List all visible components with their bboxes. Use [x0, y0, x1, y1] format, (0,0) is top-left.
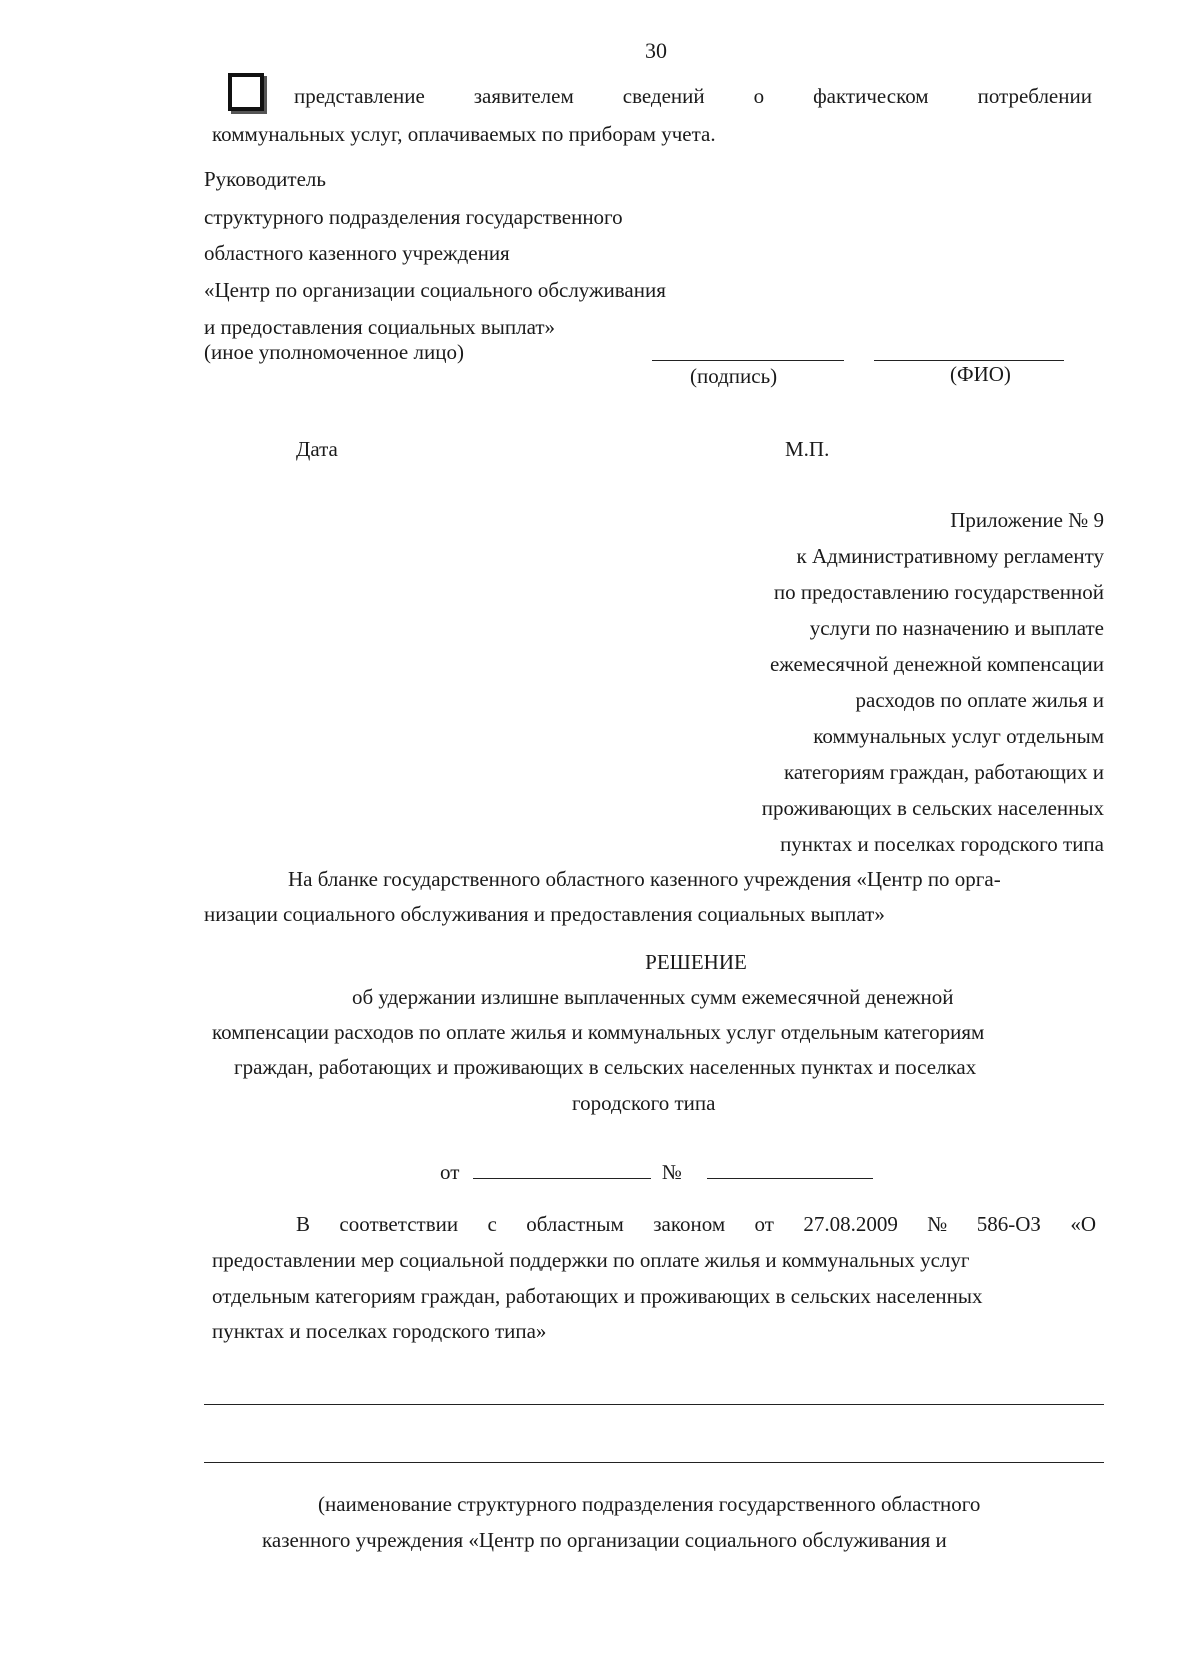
- decision-subtitle-line: граждан, работающих и проживающих в сельских населенных пунктах и поселках: [234, 1055, 977, 1079]
- date-label: Дата: [296, 437, 338, 461]
- body-line: предоставлении мер социальной поддержки по оплате жилья и коммунальных услуг: [212, 1248, 970, 1272]
- checkbox-word: сведений: [622, 84, 705, 108]
- signatory-line: структурного подразделения государственного: [204, 205, 623, 229]
- checkbox-word: заявителем: [473, 84, 574, 108]
- body-word: с: [487, 1212, 497, 1236]
- body-word: 27.08.2009: [803, 1212, 898, 1236]
- signatory-line: областного казенного учреждения: [204, 241, 510, 265]
- body-line: пунктах и поселках городского типа»: [212, 1319, 547, 1343]
- signatory-line: «Центр по организации социального обслуживания: [204, 278, 666, 302]
- decision-number-field[interactable]: [707, 1158, 873, 1179]
- footer-caption-line: казенного учреждения «Центр по организации социального обслуживания и: [262, 1528, 947, 1552]
- checkbox-item-continuation: коммунальных услуг, оплачиваемых по приборам учета.: [212, 122, 716, 146]
- name-caption: (ФИО): [950, 362, 1011, 386]
- body-word: законом: [653, 1212, 726, 1236]
- appendix-line: к Административному регламенту: [796, 544, 1104, 568]
- signature-caption: (подпись): [690, 364, 778, 388]
- body-word: «О: [1070, 1212, 1096, 1236]
- body-word: от: [754, 1212, 774, 1236]
- from-label: от: [440, 1160, 460, 1184]
- body-word: В: [296, 1212, 311, 1236]
- footer-caption-line: (наименование структурного подразделения государственного областного: [318, 1492, 981, 1516]
- fill-in-line[interactable]: [204, 1462, 1104, 1463]
- body-first-line: [296, 1212, 1096, 1237]
- decision-date-number-row: [440, 1158, 873, 1185]
- body-word: 586-ОЗ: [976, 1212, 1041, 1236]
- appendix-line: ежемесячной денежной компенсации: [769, 652, 1104, 676]
- number-label: №: [661, 1160, 682, 1184]
- body-word: областным: [526, 1212, 624, 1236]
- appendix-line: пунктах и поселках городского типа: [780, 832, 1104, 856]
- signatory-line: Руководитель: [204, 167, 326, 191]
- letterhead-note-line: На бланке государственного областного казенного учреждения «Центр по орга-: [288, 867, 1001, 891]
- decision-title: РЕШЕНИЕ: [645, 950, 747, 974]
- fill-in-line[interactable]: [204, 1404, 1104, 1405]
- checkbox-word: представление: [294, 84, 425, 108]
- checkbox-word: потреблении: [977, 84, 1092, 108]
- appendix-line: по предоставлению государственной: [773, 580, 1104, 604]
- checkbox[interactable]: [228, 73, 264, 111]
- name-line: [874, 360, 1064, 361]
- page-number: 30: [645, 38, 667, 63]
- body-line: отдельным категориям граждан, работающих и проживающих в сельских населенных: [212, 1284, 983, 1308]
- decision-subtitle-line: компенсации расходов по оплате жилья и коммунальных услуг отдельным категориям: [212, 1020, 985, 1044]
- letterhead-note-line: низации социального обслуживания и предоставления социальных выплат»: [204, 902, 885, 926]
- appendix-line: расходов по оплате жилья и: [855, 688, 1104, 712]
- signatory-line: и предоставления социальных выплат»: [204, 315, 556, 339]
- signatory-line: (иное уполномоченное лицо): [204, 340, 464, 364]
- appendix-line: коммунальных услуг отдельным: [813, 724, 1104, 748]
- body-word: №: [927, 1212, 948, 1236]
- checkbox-word: фактическом: [813, 84, 929, 108]
- body-word: соответствии: [339, 1212, 459, 1236]
- checkbox-item-text: [294, 84, 1092, 109]
- decision-date-field[interactable]: [473, 1158, 651, 1179]
- signature-line: [652, 360, 844, 361]
- seal-label: М.П.: [785, 437, 830, 461]
- decision-subtitle-line: городского типа: [572, 1091, 716, 1115]
- appendix-line: категориям граждан, работающих и: [784, 760, 1104, 784]
- decision-subtitle-line: об удержании излишне выплаченных сумм ежемесячной денежной: [352, 985, 954, 1009]
- appendix-title: Приложение № 9: [950, 508, 1104, 532]
- appendix-line: проживающих в сельских населенных: [761, 796, 1104, 820]
- appendix-line: услуги по назначению и выплате: [809, 616, 1104, 640]
- checkbox-word: о: [753, 84, 765, 108]
